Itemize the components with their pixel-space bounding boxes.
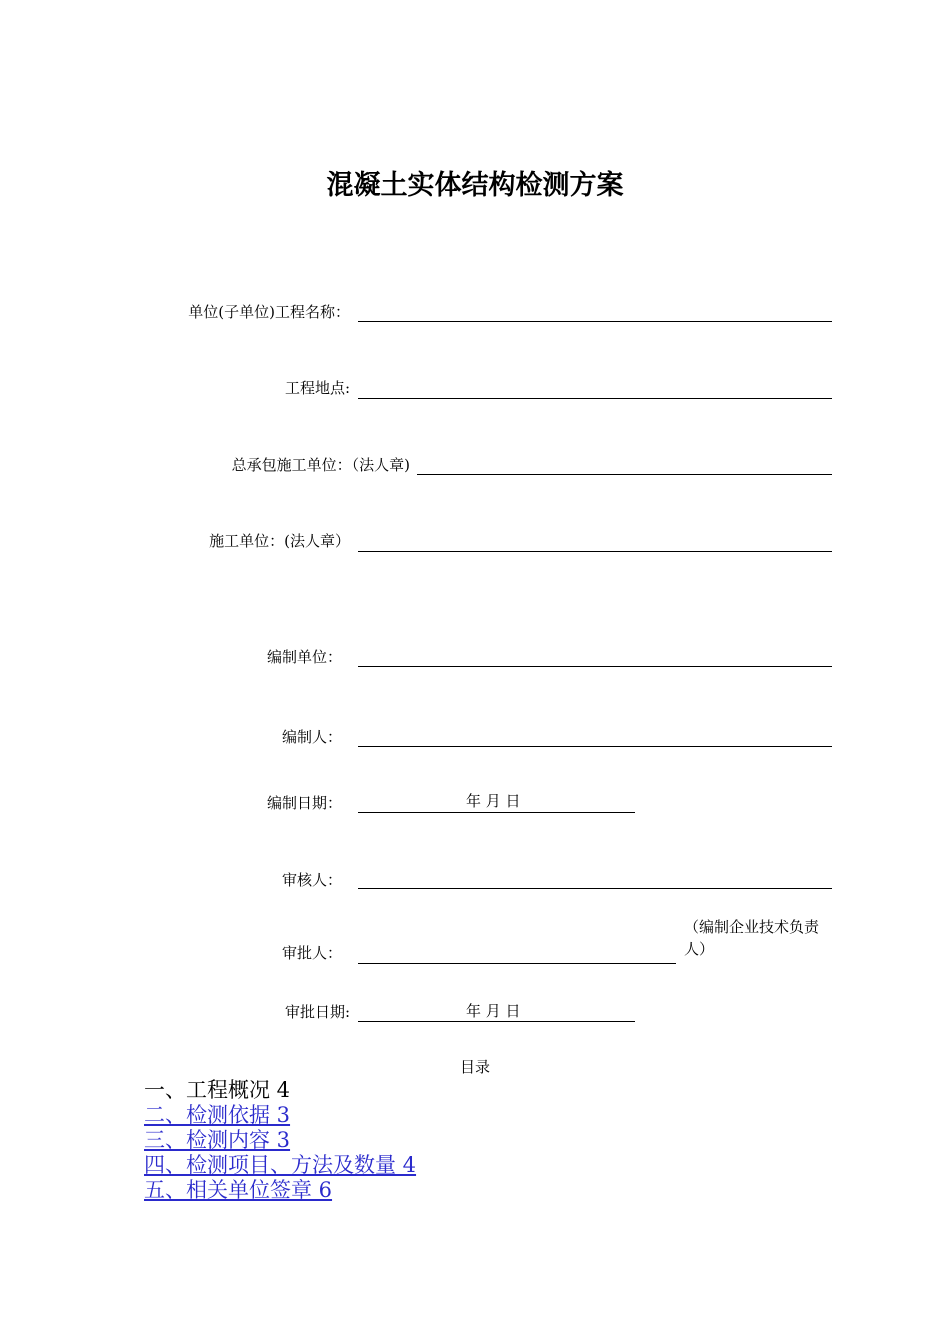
contractor-label: 施工单位：(法人章） <box>209 532 350 550</box>
approver-label: 审批人： <box>281 944 342 962</box>
compile-date-label: 编制日期： <box>266 794 342 812</box>
location-label: 工程地点: <box>284 379 350 397</box>
compiling-unit-label: 编制单位： <box>266 648 342 666</box>
approver-note: （编制企业技术负责人） <box>684 918 820 958</box>
general-contractor-label: 总承包施工单位：（法人章) <box>231 456 410 474</box>
approve-date-value: 年 月 日 <box>466 1002 521 1020</box>
toc-item-4[interactable]: 四、检测项目、方法及数量 4 <box>144 1153 417 1177</box>
compiler-line[interactable] <box>358 746 832 747</box>
project-name-label: 单位(子单位)工程名称： <box>188 303 350 321</box>
toc-title: 目录 <box>459 1058 490 1076</box>
contractor-line[interactable] <box>358 551 832 552</box>
general-contractor-line[interactable] <box>417 474 832 475</box>
approve-date-line[interactable] <box>358 1021 635 1022</box>
toc-item-3[interactable]: 三、检测内容 3 <box>144 1128 291 1152</box>
document-title: 混凝土实体结构检测方案 <box>326 170 624 201</box>
compiling-unit-line[interactable] <box>358 666 832 667</box>
toc-item-1: 一、工程概况 4 <box>144 1078 291 1102</box>
compile-date-value: 年 月 日 <box>466 792 521 810</box>
approve-date-label: 审批日期: <box>284 1003 350 1021</box>
reviewer-label: 审核人： <box>281 871 342 889</box>
project-name-line[interactable] <box>358 321 832 322</box>
reviewer-line[interactable] <box>358 888 832 889</box>
compile-date-line[interactable] <box>358 812 635 813</box>
compiler-label: 编制人： <box>281 728 342 746</box>
toc-item-2[interactable]: 二、检测依据 3 <box>144 1103 291 1127</box>
approver-line[interactable] <box>358 963 676 964</box>
location-line[interactable] <box>358 398 832 399</box>
toc-item-5[interactable]: 五、相关单位签章 6 <box>144 1178 333 1202</box>
